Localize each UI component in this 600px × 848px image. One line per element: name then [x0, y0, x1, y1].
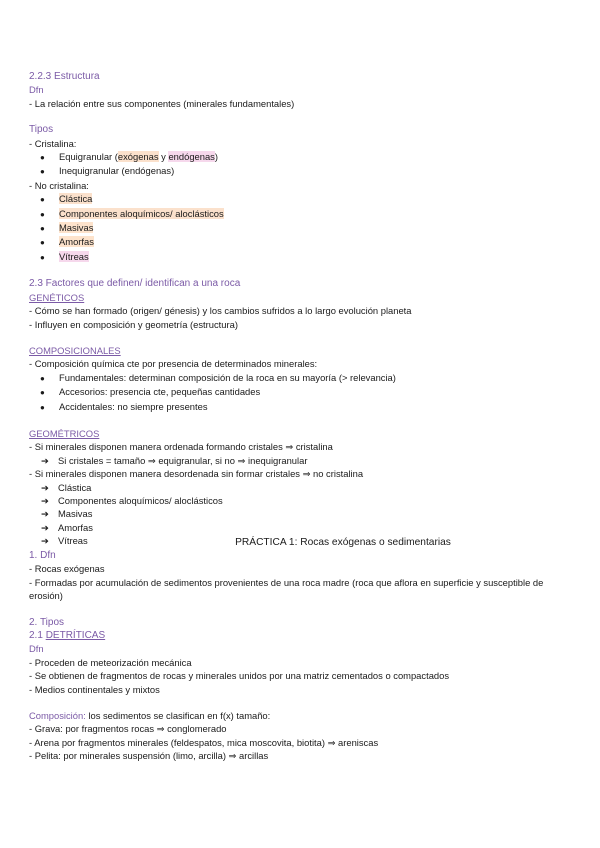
bullet-icon: ●: [40, 153, 45, 163]
list-item: ● Masivas: [29, 221, 577, 235]
composicion-line: Composición: los sedimentos se clasifican en f(x) tamaño:: [29, 710, 271, 722]
list-item: ● Clástica: [29, 192, 577, 206]
geneticos-label: GENÉTICOS: [29, 291, 85, 303]
document-page: [29, 70, 577, 763]
arrow-right-icon: ➔: [41, 535, 49, 547]
list-item: ● Fundamentales: determinan composición de la roca en su mayoría (> relevancia): [29, 371, 577, 385]
list-item: ● Accesorios: presencia cte, pequeñas cantidades: [29, 385, 577, 399]
practica-title: PRÁCTICA 1: Rocas exógenas o sedimentarias: [235, 536, 451, 548]
section-heading-estructura: 2.2.3 Estructura: [29, 71, 100, 82]
bullet-icon: ●: [40, 388, 45, 398]
arrow-item: ➔ Vítreas: [41, 535, 88, 547]
practica-dfn-heading: 1. Dfn: [29, 550, 56, 561]
list-item: ● Componentes aloquímicos/ aloclásticos: [29, 207, 577, 221]
arrow-item: ➔ Si cristales = tamaño ⇒ equigranular, si no ⇒ inequigranular: [41, 454, 308, 466]
text-line: - Medios continentales y mixtos: [29, 683, 160, 695]
bullet-icon: ●: [40, 195, 45, 205]
list-item: ● Amorfas: [29, 235, 577, 249]
text-line: - Rocas exógenas: [29, 563, 105, 575]
bullet-icon: ●: [40, 224, 45, 234]
bullet-icon: ●: [40, 238, 45, 248]
arrow-right-icon: ➔: [41, 481, 49, 493]
text-line: - Cómo se han formado (origen/ génesis) y los cambios sufridos a lo largo evolución planeta: [29, 305, 412, 317]
bullet-icon: ●: [40, 373, 45, 383]
tipos-label: Tipos: [29, 124, 54, 136]
text-line: - Arena por fragmentos minerales (feldespatos, mica moscovita, biotita) ⇒ areniscas: [29, 736, 379, 748]
bullet-icon: ●: [40, 402, 45, 412]
detriticas-heading: 2.1 DETRÍTICAS: [29, 630, 106, 642]
text-line: - Pelita: por minerales suspensión (limo, arcilla) ⇒ arcillas: [29, 750, 269, 762]
bullet-icon: ●: [40, 209, 45, 219]
text-line: - Si minerales disponen manera desordenada sin formar cristales ⇒ no cristalina: [29, 468, 364, 480]
arrow-right-icon: ➔: [41, 508, 49, 520]
cristalina-label: - Cristalina:: [29, 137, 77, 149]
section-heading-factores: 2.3 Factores que definen/ identifican a una roca: [29, 278, 241, 290]
highlight-endogenas: endógenas: [168, 151, 215, 163]
no-cristalina-label: - No cristalina:: [29, 179, 89, 191]
arrow-right-icon: ➔: [41, 454, 49, 466]
text-line: - Influyen en composición y geometría (estructura): [29, 318, 238, 330]
list-item-inequigranular: ● Inequigranular (endógenas): [29, 164, 577, 178]
text-line: - Se obtienen de fragmentos de rocas y minerales unidos por una matriz cementados o compactados: [29, 670, 450, 682]
arrow-right-icon: ➔: [41, 521, 49, 533]
text-paragraph: - Formadas por acumulación de sedimentos provenientes de una roca madre (roca que aflora en superficie y susceptible de erosión): [29, 576, 544, 602]
dfn-label: Dfn: [29, 84, 44, 96]
arrow-item: ➔ Amorfas: [41, 521, 93, 533]
bullet-icon: ●: [40, 167, 45, 177]
text-line: - Composición química cte por presencia de determinados minerales:: [29, 358, 318, 370]
text-line: - Proceden de meteorización mecánica: [29, 656, 192, 668]
arrow-item: ➔ Componentes aloquímicos/ aloclásticos: [41, 494, 223, 506]
composicionales-label: COMPOSICIONALES: [29, 344, 121, 356]
dfn-text: - La relación entre sus componentes (minerales fundamentales): [29, 97, 295, 109]
list-item-equigranular: ● Equigranular (exógenas y endógenas): [29, 150, 577, 164]
bullet-icon: ●: [40, 252, 45, 262]
arrow-right-icon: ➔: [41, 494, 49, 506]
arrow-item: ➔ Clástica: [41, 481, 92, 493]
geometricos-label: GEOMÉTRICOS: [29, 427, 100, 439]
tipos-heading: 2. Tipos: [29, 616, 65, 628]
list-item: ● Accidentales: no siempre presentes: [29, 400, 577, 414]
text-line: - Si minerales disponen manera ordenada formando cristales ⇒ cristalina: [29, 441, 333, 453]
dfn-label: Dfn: [29, 643, 44, 655]
arrow-item: ➔ Masivas: [41, 508, 93, 520]
highlight-exogenas: exógenas: [117, 151, 159, 163]
list-item: ● Vítreas: [29, 250, 577, 264]
text-line: - Grava: por fragmentos rocas ⇒ conglomerado: [29, 723, 227, 735]
